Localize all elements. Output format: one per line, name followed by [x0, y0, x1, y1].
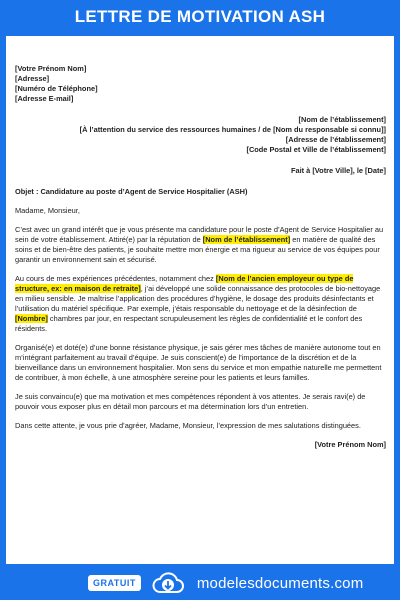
paragraph-closing: Dans cette attente, je vous prie d’agréer, Madame, Monsieur, l’expression de mes salutations distinguées. — [15, 421, 361, 430]
letter-salutation: Madame, Monsieur, — [15, 206, 80, 215]
letter-document — [6, 36, 394, 564]
letter-subject: Objet : Candidature au poste d’Agent de Service Hospitalier (ASH) — [15, 187, 248, 196]
signature: [Votre Prénom Nom] — [314, 440, 386, 449]
page-footer — [0, 566, 400, 600]
recipient-block — [15, 115, 386, 155]
free-badge[interactable]: GRATUIT — [88, 575, 141, 591]
paragraph-qualities: Organisé(e) et doté(e) d’une bonne résistance physique, je sais gérer mes tâches de manière autonome tout en m’intégrant parfaitement au travail d’équipe. Je suis conscient(e) de l’importance de la discrétion et de la bienveillance dans un environnement hospitalier. Mon sens du service et mon empathie naturelle me permettent de contribuer, à mon échelle, à une atmosphère sereine pour les patients et leurs familles. — [15, 343, 382, 382]
placeholder-establishment: [Nom de l’établissement] — [202, 235, 291, 244]
recipient-attention: [À l’attention du service des ressources humaines / de [Nom du responsable si connu]] — [79, 125, 386, 134]
sender-name: [Votre Prénom Nom] — [15, 64, 87, 73]
sender-block — [15, 64, 386, 104]
paragraph-intro — [15, 225, 386, 265]
site-link[interactable]: modelesdocuments.com — [196, 574, 364, 592]
placeholder-number: [Nombre] — [15, 314, 48, 323]
paragraph-text: C’est avec un grand intérêt que je vous présente ma candidature pour le poste d’Agent de Service Hospitalier au sein de votre établissement. Attiré(e) par la réputation de — [15, 225, 384, 244]
sender-email: [Adresse E-mail] — [15, 94, 74, 103]
paragraph-text: , j’ai développé une solide connaissance des protocoles de bio-nettoyage en milieu sensible. Je maîtrise l’application des procédures d’hygiène, le dosage des produits désinfectants et l’utilisation du matériel spécifique. Par exemple, j’étais responsable du nettoyage et de la désinfection de — [15, 284, 381, 313]
page-title: LETTRE DE MOTIVATION ASH — [74, 7, 326, 26]
placeholder-former-employer: [Nom de l’ancien employeur ou type de structure, ex: en maison de retraite] — [15, 274, 354, 293]
paragraph-motivation: Je suis convaincu(e) que ma motivation et mes compétences répondent à vos attentes. Je serais ravi(e) de pouvoir vous exposer plus en détail mon parcours et ma détermination lors d’un entretien. — [15, 392, 366, 411]
recipient-address: [Adresse de l’établissement] — [285, 135, 386, 144]
sender-phone: [Numéro de Téléphone] — [15, 84, 98, 93]
recipient-name: [Nom de l’établissement] — [298, 115, 386, 124]
paragraph-text: chambres par jour, en respectant scrupuleusement les règles de confidentialité et le confort des résidents. — [15, 314, 363, 333]
place-date: Fait à [Votre Ville], le [Date] — [290, 166, 386, 175]
cloud-download-icon[interactable] — [151, 571, 185, 595]
recipient-city: [Code Postal et Ville de l’établissement] — [246, 145, 386, 154]
paragraph-experience — [15, 274, 386, 334]
sender-address: [Adresse] — [15, 74, 50, 83]
paragraph-text: en matière de qualité des soins et de bien-être des patients, je souhaite mettre mon énergie et ma rigueur au service de vos équipes pour garantir un environnement sain et sécurisé. — [15, 235, 380, 264]
paragraph-text: Au cours de mes expériences précédentes, notamment chez — [15, 274, 216, 283]
page-header — [0, 0, 400, 34]
